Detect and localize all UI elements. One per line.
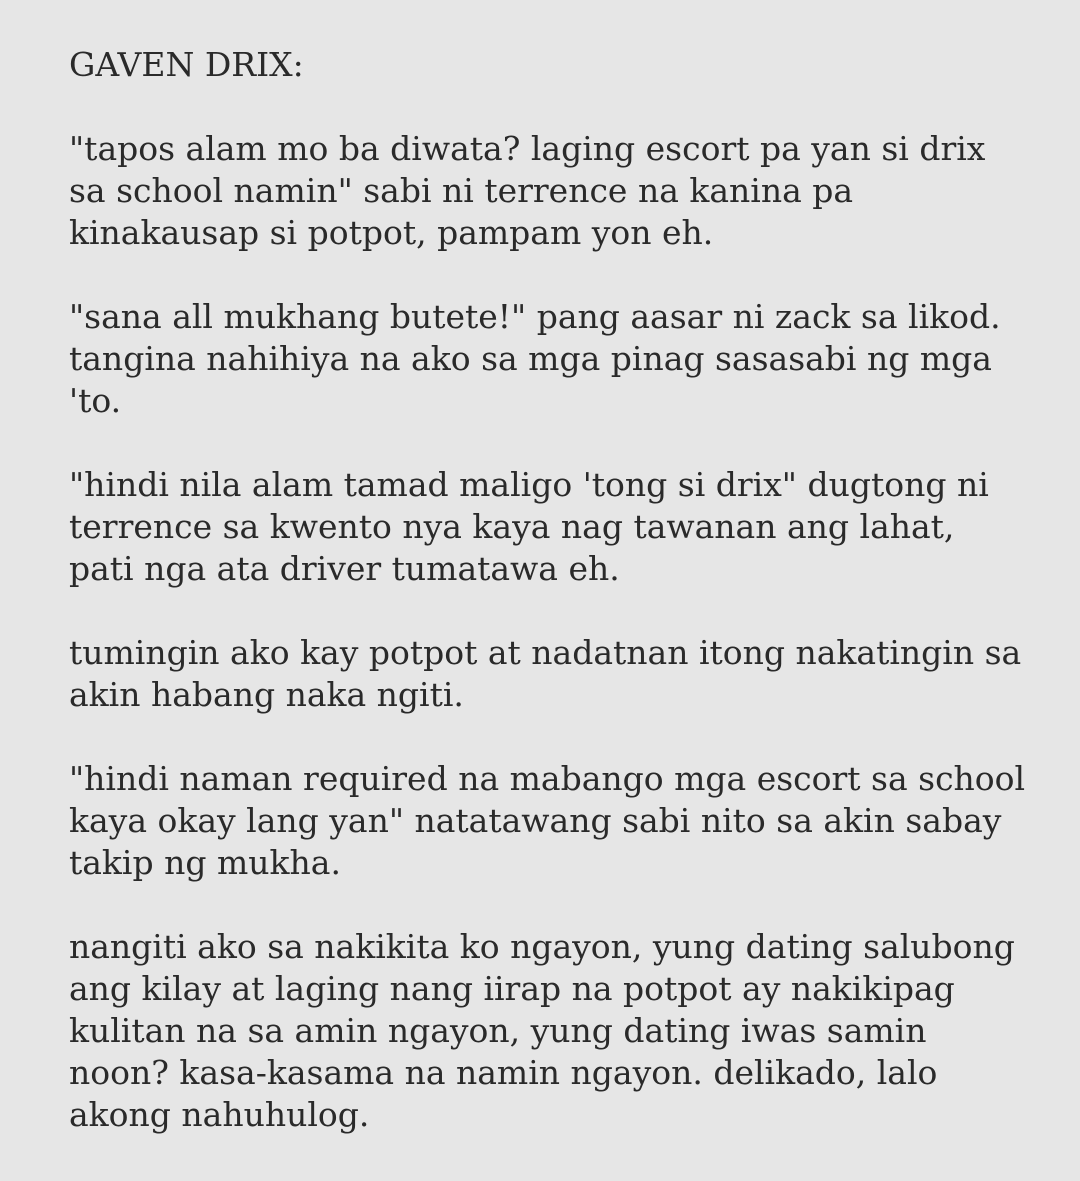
story-paragraph: "tapos alam mo ba diwata? laging escort pa yan si drix sa school namin" sabi ni terrence na kanina pa kinakausap si potpot, pampam yon eh. <box>69 129 986 252</box>
chapter-heading: GAVEN DRIX: <box>69 45 304 84</box>
story-paragraph: "hindi nila alam tamad maligo 'tong si drix" dugtong ni terrence sa kwento nya kaya nag tawanan ang lahat, pati nga ata driver tumatawa eh. <box>69 465 989 588</box>
story-paragraph: "sana all mukhang butete!" pang aasar ni zack sa likod. tangina nahihiya na ako sa mga pinag sasasabi ng mga 'to. <box>69 297 1001 420</box>
story-paragraph: tumingin ako kay potpot at nadatnan itong nakatingin sa akin habang naka ngiti. <box>69 633 1022 714</box>
story-paragraph: "hindi naman required na mabango mga escort sa school kaya okay lang yan" natatawang sabi nito sa akin sabay takip ng mukha. <box>69 759 1026 882</box>
story-paragraph: nangiti ako sa nakikita ko ngayon, yung dating salubong ang kilay at laging nang iirap na potpot ay nakikipag kulitan na sa amin ngayon, yung dating iwas samin noon? kasa-kasama na namin ngayon. delikado, lalo akong nahuhulog. <box>69 927 1015 1134</box>
story-text <box>69 44 1029 1178</box>
